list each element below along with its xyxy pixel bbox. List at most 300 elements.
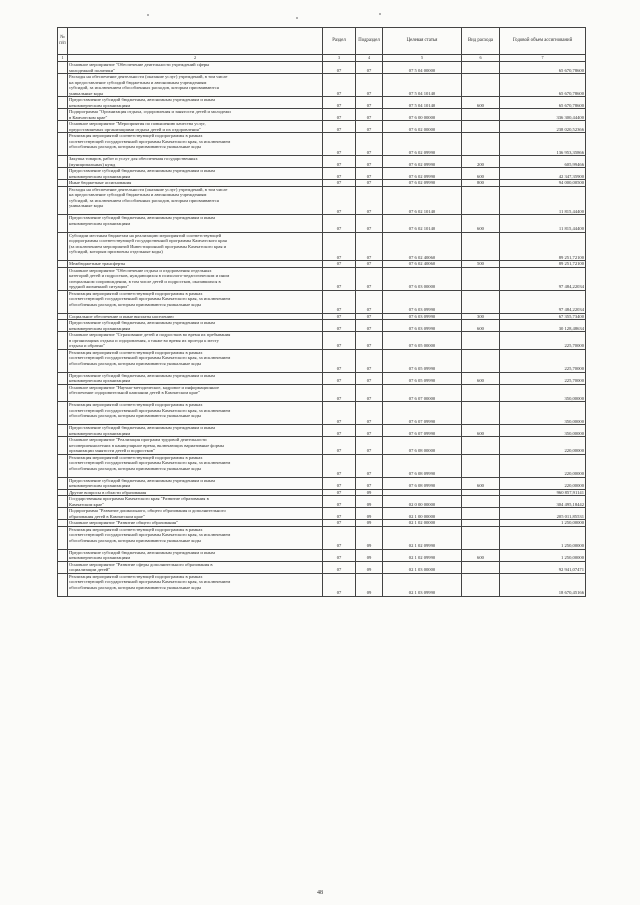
column-number-row xyxy=(58,55,586,62)
row-name-line: Предоставление субсидий бюджетным, автономным учреждениям и иным xyxy=(69,549,215,555)
row-razdel-cell: 07 xyxy=(323,215,356,233)
row-number-cell xyxy=(58,62,68,74)
row-name-line: некоммерческим организациям xyxy=(69,220,131,226)
row-amount-cell: 225,70000 xyxy=(500,349,586,372)
row-amount-cell: 225,70000 xyxy=(500,372,586,384)
table-row xyxy=(58,156,586,168)
row-podrazdel-cell: 07 xyxy=(356,402,383,425)
row-name-line: подпрограммы соответствующей государственной программы Камчатского края xyxy=(69,238,227,243)
column-number: 5 xyxy=(383,55,462,62)
row-csr-cell: 07 6 03 09990 xyxy=(383,313,462,320)
row-name-line: некоммерческим организациям xyxy=(69,430,131,436)
row-name-cell xyxy=(68,320,323,332)
row-podrazdel-cell: 07 xyxy=(356,156,383,168)
row-razdel-cell: 07 xyxy=(323,133,356,156)
row-number-cell xyxy=(58,215,68,233)
row-vr-cell xyxy=(462,526,500,549)
row-razdel-cell: 07 xyxy=(323,313,356,320)
table-row xyxy=(58,573,586,596)
row-podrazdel-cell: 07 xyxy=(356,74,383,97)
column-number: 6 xyxy=(462,55,500,62)
row-number-cell xyxy=(58,133,68,156)
row-podrazdel-cell: 07 xyxy=(356,215,383,233)
row-podrazdel-cell: 07 xyxy=(356,313,383,320)
row-name-line xyxy=(69,396,321,402)
row-amount-cell: 97 484,22034 xyxy=(500,267,586,290)
table-row xyxy=(58,320,586,332)
table-row xyxy=(58,526,586,549)
row-name-line: предоставляемых организациями отдыха детей и их оздоровления" xyxy=(69,126,201,132)
row-podrazdel-cell: 07 xyxy=(356,180,383,187)
row-csr-cell: 07 6 02 09990 xyxy=(383,180,462,187)
row-razdel-cell: 07 xyxy=(323,561,356,573)
row-name-cell xyxy=(68,384,323,402)
row-number-cell xyxy=(58,232,68,261)
row-name-line: Основное мероприятие "Обеспечение деятельности учреждений сферы xyxy=(69,62,210,67)
row-name-line: уникальные коды xyxy=(69,90,104,96)
row-name-cell xyxy=(68,477,323,489)
row-amount-cell: 1 250,00000 xyxy=(500,549,586,561)
header-amount: Годовой объем ассигнований xyxy=(500,28,586,55)
row-razdel-cell: 07 xyxy=(323,290,356,313)
row-podrazdel-cell: 07 xyxy=(356,477,383,489)
row-amount-cell: 605,99466 xyxy=(500,156,586,168)
row-name-line: Реализация мероприятий соответствующей подпрограммы в рамках xyxy=(69,402,203,407)
row-razdel-cell: 07 xyxy=(323,372,356,384)
row-csr-cell: 02 1 02 00000 xyxy=(383,520,462,527)
row-name-line: Основное мероприятие "Реализация программ трудовой деятельности xyxy=(69,437,207,442)
row-razdel-cell: 07 xyxy=(323,384,356,402)
row-amount-cell: 42 347,35900 xyxy=(500,168,586,180)
row-name-cell xyxy=(68,74,323,97)
scan-speck xyxy=(379,13,381,15)
row-name-line: Государственная программа Камчатского края "Развитие образования в xyxy=(69,496,209,501)
row-amount-cell: 220,00000 xyxy=(500,454,586,477)
row-name-line: обособленных расходов, которым присваиваются уникальные коды xyxy=(69,537,201,543)
row-amount-cell: 97 484,22034 xyxy=(500,290,586,313)
row-name-line xyxy=(69,150,321,156)
row-razdel-cell: 07 xyxy=(323,232,356,261)
row-name-line xyxy=(69,307,321,313)
row-amount-cell: 89 251,72100 xyxy=(500,261,586,268)
row-podrazdel-cell: 07 xyxy=(356,454,383,477)
row-podrazdel-cell: 07 xyxy=(356,332,383,350)
row-podrazdel-cell: 07 xyxy=(356,267,383,290)
row-number-cell xyxy=(58,402,68,425)
row-vr-cell: 600 xyxy=(462,425,500,437)
row-amount-cell: 94 000,00500 xyxy=(500,180,586,187)
header-row xyxy=(58,28,586,55)
table-row xyxy=(58,477,586,489)
row-name-line: (за исключением мероприятий Инвестиционной программы Камчатского края и xyxy=(69,243,227,249)
row-razdel-cell: 07 xyxy=(323,180,356,187)
table-row xyxy=(58,372,586,384)
row-number-cell xyxy=(58,267,68,290)
row-amount-cell: 30 128,48634 xyxy=(500,320,586,332)
row-name-cell xyxy=(68,437,323,455)
row-csr-cell: 07 6 03 09990 xyxy=(383,320,462,332)
table-row xyxy=(58,332,586,350)
table-row xyxy=(58,454,586,477)
row-amount-cell: 11 815,44400 xyxy=(500,215,586,233)
row-number-cell xyxy=(58,384,68,402)
row-name-line: соответствующей государственной программы Камчатского края, за исключением xyxy=(69,460,231,465)
row-razdel-cell: 07 xyxy=(323,332,356,350)
row-name-line: молодежной политики" xyxy=(69,67,115,73)
row-name-line: Основное мероприятие "Научно-методическое, кадровое и информационное xyxy=(69,384,220,390)
row-name-cell xyxy=(68,232,323,261)
table-row xyxy=(58,133,586,156)
row-podrazdel-cell: 09 xyxy=(356,489,383,496)
row-name-line: Реализация мероприятий соответствующей подпрограммы в рамках xyxy=(69,349,203,355)
row-vr-cell xyxy=(462,349,500,372)
row-csr-cell: 02 1 02 09990 xyxy=(383,526,462,549)
row-csr-cell: 02 1 00 00000 xyxy=(383,508,462,520)
row-csr-cell: 07 6 03 00000 xyxy=(383,267,462,290)
row-vr-cell xyxy=(462,121,500,133)
table-row xyxy=(58,74,586,97)
row-podrazdel-cell: 09 xyxy=(356,573,383,596)
row-vr-cell xyxy=(462,454,500,477)
row-name-cell xyxy=(68,121,323,133)
row-number-cell xyxy=(58,97,68,109)
row-name-cell xyxy=(68,372,323,384)
row-name-cell xyxy=(68,526,323,549)
row-name-line xyxy=(69,471,321,477)
row-razdel-cell: 07 xyxy=(323,168,356,180)
row-razdel-cell: 07 xyxy=(323,454,356,477)
row-csr-cell: 07 6 02 09990 xyxy=(383,168,462,180)
row-name-line: соответствующей государственной программы Камчатского края, за исключением xyxy=(69,355,231,360)
row-name-line: Предоставление субсидий бюджетным, автономным учреждениям и иным xyxy=(69,215,215,220)
row-name-line: обособленных расходов, которым присваиваются уникальные коды xyxy=(69,301,201,307)
row-name-line: Основное мероприятие "Развитие общего образования" xyxy=(69,520,178,525)
row-name-line: Социальное обеспечение и иные выплаты населению xyxy=(69,313,174,319)
row-name-line: трудной жизненной ситуации" xyxy=(69,284,129,289)
row-name-line: некоммерческим организациям xyxy=(69,483,131,488)
row-vr-cell: 600 xyxy=(462,168,500,180)
row-name-line: в организациях отдыха и оздоровления, а также во время их проезда к месту xyxy=(69,337,219,343)
row-name-line xyxy=(69,419,321,425)
row-name-line: уникальные коды xyxy=(69,203,104,208)
row-number-cell xyxy=(58,186,68,215)
row-name-cell xyxy=(68,508,323,520)
row-csr-cell: 02 1 03 00000 xyxy=(383,561,462,573)
row-vr-cell xyxy=(462,573,500,596)
table-row xyxy=(58,402,586,425)
row-name-cell xyxy=(68,489,323,496)
row-name-cell xyxy=(68,133,323,156)
row-name-line: некоммерческим организациям xyxy=(69,102,131,108)
row-name-line: специальном сопровождении, в том числе детей и подростков, оказавшихся в xyxy=(69,278,221,284)
row-name-line: соответствующей государственной программы Камчатского края, за исключением xyxy=(69,532,231,537)
row-podrazdel-cell: 07 xyxy=(356,97,383,109)
row-amount-cell: 225,70000 xyxy=(500,332,586,350)
row-amount-cell: 960 857,91141 xyxy=(500,489,586,496)
row-csr-cell: 07 6 02 09990 xyxy=(383,156,462,168)
table-row xyxy=(58,549,586,561)
row-number-cell xyxy=(58,477,68,489)
row-razdel-cell: 07 xyxy=(323,520,356,527)
table-row xyxy=(58,561,586,573)
row-amount-cell: 11 815,44400 xyxy=(500,186,586,215)
row-csr-cell: 07 6 02 40060 xyxy=(383,232,462,261)
row-csr-cell: 02 1 03 09990 xyxy=(383,573,462,596)
row-razdel-cell: 07 xyxy=(323,320,356,332)
row-podrazdel-cell: 07 xyxy=(356,109,383,121)
row-podrazdel-cell: 07 xyxy=(356,320,383,332)
row-name-line: обособленных расходов, которым присваиваются уникальные коды xyxy=(69,413,201,418)
row-csr-cell: 07 5 04 10140 xyxy=(383,97,462,109)
row-podrazdel-cell: 07 xyxy=(356,121,383,133)
row-name-line xyxy=(69,366,321,372)
table-body xyxy=(58,62,586,597)
row-csr-cell: 07 6 05 00000 xyxy=(383,332,462,350)
row-vr-cell xyxy=(462,508,500,520)
row-name-cell xyxy=(68,402,323,425)
row-amount-cell: 89 251,72100 xyxy=(500,232,586,261)
row-name-line: Реализация мероприятий соответствующей подпрограммы в рамках xyxy=(69,454,203,460)
row-razdel-cell: 07 xyxy=(323,267,356,290)
row-csr-cell: 02 1 02 09990 xyxy=(383,549,462,561)
row-name-cell xyxy=(68,180,323,187)
row-name-line: обособленных расходов, которым присваиваются уникальные коды xyxy=(69,584,201,590)
row-csr-cell: 07 6 02 10140 xyxy=(383,215,462,233)
row-name-cell xyxy=(68,97,323,109)
row-podrazdel-cell: 07 xyxy=(356,62,383,74)
row-csr-cell: 07 6 08 09990 xyxy=(383,477,462,489)
row-amount-cell: 205 011,85531 xyxy=(500,508,586,520)
row-number-cell xyxy=(58,290,68,313)
row-name-line: Реализация мероприятий соответствующей подпрограммы в рамках xyxy=(69,290,203,296)
row-name-cell xyxy=(68,62,323,74)
row-name-line: обособленных расходов, которым присваиваются уникальные коды xyxy=(69,465,201,471)
row-name-line: некоммерческим организациям xyxy=(69,325,131,331)
row-name-cell xyxy=(68,186,323,215)
row-csr-cell: 07 6 07 09990 xyxy=(383,402,462,425)
row-vr-cell xyxy=(462,437,500,455)
row-podrazdel-cell: 09 xyxy=(356,561,383,573)
row-vr-cell xyxy=(462,332,500,350)
table-row xyxy=(58,215,586,233)
row-csr-cell: 07 6 08 09990 xyxy=(383,454,462,477)
row-name-line: некоммерческим организациям xyxy=(69,378,131,383)
row-name-line: Субсидии местным бюджетам на реализацию мероприятий соответствующей xyxy=(69,232,222,238)
row-name-line: обособленных расходов, которым присваиваются уникальные коды xyxy=(69,360,201,366)
row-name-line: Основное мероприятие "Развитие сферы дополнительного образования в xyxy=(69,561,213,567)
row-vr-cell xyxy=(462,267,500,290)
row-name-line: Подпрограмма "Развитие дошкольного, общего образования и дополнительного xyxy=(69,508,226,513)
row-razdel-cell: 07 xyxy=(323,573,356,596)
row-vr-cell: 600 xyxy=(462,549,500,561)
row-name-cell xyxy=(68,156,323,168)
row-amount-cell: 336 300,44400 xyxy=(500,109,586,121)
row-name-line: Предоставление субсидий бюджетным, автономным учреждениям и иным xyxy=(69,425,215,430)
row-vr-cell xyxy=(462,290,500,313)
row-razdel-cell: 07 xyxy=(323,62,356,74)
row-amount-cell: 1 250,00000 xyxy=(500,526,586,549)
scan-speck xyxy=(147,14,149,16)
row-number-cell xyxy=(58,549,68,561)
row-podrazdel-cell: 07 xyxy=(356,133,383,156)
row-podrazdel-cell: 09 xyxy=(356,549,383,561)
row-amount-cell: 350,00000 xyxy=(500,384,586,402)
table-row xyxy=(58,267,586,290)
row-name-line: Предоставление субсидий бюджетным, автономным учреждениям и иным xyxy=(69,372,215,378)
row-amount-cell: 136 953,35866 xyxy=(500,133,586,156)
row-name-line: категорий детей и подростков, нуждающихся в психолого-педагогическом и ином xyxy=(69,273,230,278)
row-vr-cell: 200 xyxy=(462,156,500,168)
row-name-line: субсидий, которым присвоены отдельные коды) xyxy=(69,249,163,254)
row-name-line: социализации детей" xyxy=(69,567,111,572)
header-vr: Вид расхода xyxy=(462,28,500,55)
row-amount-cell: 304 495,18442 xyxy=(500,496,586,508)
row-number-cell xyxy=(58,349,68,372)
row-name-cell xyxy=(68,425,323,437)
row-name-cell xyxy=(68,290,323,313)
row-name-line: субсидий, за исключением обособленных расходов, которым присваиваются xyxy=(69,197,219,203)
row-name-line: (муниципальных) нужд xyxy=(69,161,116,167)
row-amount-cell: 92 941,07471 xyxy=(500,561,586,573)
budget-table xyxy=(57,27,586,597)
row-vr-cell xyxy=(462,496,500,508)
row-name-line: Другие вопросы в области образования xyxy=(69,489,147,495)
row-podrazdel-cell: 07 xyxy=(356,437,383,455)
row-number-cell xyxy=(58,121,68,133)
row-name-line: соответствующей государственной программы Камчатского края, за исключением xyxy=(69,138,231,144)
row-amount-cell: 1 250,00000 xyxy=(500,520,586,527)
row-podrazdel-cell: 09 xyxy=(356,520,383,527)
row-podrazdel-cell: 07 xyxy=(356,261,383,268)
table-row xyxy=(58,290,586,313)
row-name-cell xyxy=(68,332,323,350)
row-number-cell xyxy=(58,526,68,549)
row-name-line: Реализация мероприятий соответствующей подпрограммы в рамках xyxy=(69,133,203,138)
row-csr-cell: 07 6 07 00000 xyxy=(383,384,462,402)
table-row xyxy=(58,168,586,180)
row-name-line: на предоставление субсидий бюджетным и автономным учреждениям xyxy=(69,192,207,197)
row-vr-cell xyxy=(462,109,500,121)
row-vr-cell xyxy=(462,402,500,425)
row-csr-cell: 07 6 05 09990 xyxy=(383,349,462,372)
row-number-cell xyxy=(58,437,68,455)
row-amount-cell: 65 670,78600 xyxy=(500,97,586,109)
row-name-cell xyxy=(68,168,323,180)
row-razdel-cell: 07 xyxy=(323,261,356,268)
row-podrazdel-cell: 07 xyxy=(356,168,383,180)
header-csr: Целевая статья xyxy=(383,28,462,55)
row-podrazdel-cell: 09 xyxy=(356,526,383,549)
row-name-line: Предоставление субсидий бюджетным, автономным учреждениям и иным xyxy=(69,97,215,102)
row-name-line: соответствующей государственной программы Камчатского края, за исключением xyxy=(69,579,231,584)
row-name-line: Предоставление субсидий бюджетным, автономным учреждениям и иным xyxy=(69,477,215,483)
row-razdel-cell: 07 xyxy=(323,425,356,437)
row-podrazdel-cell: 07 xyxy=(356,232,383,261)
row-name-line: Иные бюджетные ассигнования xyxy=(69,180,132,185)
row-name-cell xyxy=(68,573,323,596)
row-name-cell xyxy=(68,109,323,121)
row-name-cell xyxy=(68,261,323,268)
row-name-line: некоммерческим организациям xyxy=(69,555,131,560)
row-podrazdel-cell: 09 xyxy=(356,508,383,520)
row-name-line: Основное мероприятие "Страхование детей и подростков во время их пребывания xyxy=(69,332,231,337)
header-name xyxy=(68,28,323,55)
row-amount-cell: 220,00000 xyxy=(500,477,586,489)
row-name-line: Основное мероприятие "Мероприятия по повышению качества услуг, xyxy=(69,121,206,126)
row-amount-cell: 18 670,45166 xyxy=(500,573,586,596)
row-razdel-cell: 07 xyxy=(323,549,356,561)
row-podrazdel-cell: 07 xyxy=(356,290,383,313)
row-razdel-cell: 07 xyxy=(323,156,356,168)
row-csr-cell: 07 6 02 09990 xyxy=(383,133,462,156)
row-vr-cell xyxy=(462,186,500,215)
row-name-line: Реализация мероприятий соответствующей подпрограммы в рамках xyxy=(69,573,203,579)
row-razdel-cell: 07 xyxy=(323,109,356,121)
row-podrazdel-cell: 07 xyxy=(356,349,383,372)
row-vr-cell: 800 xyxy=(462,180,500,187)
row-number-cell xyxy=(58,496,68,508)
row-amount-cell: 65 670,78600 xyxy=(500,74,586,97)
column-number: 1 xyxy=(58,55,68,62)
row-amount-cell: 238 020,52366 xyxy=(500,121,586,133)
row-vr-cell xyxy=(462,62,500,74)
row-name-cell xyxy=(68,561,323,573)
row-name-cell xyxy=(68,549,323,561)
row-razdel-cell: 07 xyxy=(323,526,356,549)
row-name-line xyxy=(69,209,321,215)
row-csr-cell: 07 6 00 00000 xyxy=(383,109,462,121)
row-number-cell xyxy=(58,320,68,332)
row-name-line: организации занятости детей и подростков" xyxy=(69,448,155,453)
column-number: 4 xyxy=(356,55,383,62)
row-name-line: соответствующей государственной программы Камчатского края, за исключением xyxy=(69,407,231,413)
row-name-line: Основное мероприятие "Обеспечение отдыха и оздоровления отдельных xyxy=(69,267,212,273)
row-amount-cell: 220,00000 xyxy=(500,437,586,455)
row-csr-cell: 07 6 02 10140 xyxy=(383,186,462,215)
row-name-line: несовершеннолетних в каникулярное время, включающих вариативные формы xyxy=(69,442,224,448)
table-row xyxy=(58,508,586,520)
row-number-cell xyxy=(58,508,68,520)
row-razdel-cell: 07 xyxy=(323,489,356,496)
table-row xyxy=(58,186,586,215)
row-number-cell xyxy=(58,109,68,121)
row-name-line xyxy=(69,255,321,261)
row-name-line: Расходы на обеспечение деятельности (оказание услуг) учреждений, в том числе xyxy=(69,74,228,79)
row-amount-cell: 67 355,73400 xyxy=(500,313,586,320)
header-num: № п/п xyxy=(58,28,68,55)
header-razdel: Раздел xyxy=(323,28,356,55)
row-razdel-cell: 07 xyxy=(323,74,356,97)
row-name-cell xyxy=(68,267,323,290)
table-row xyxy=(58,232,586,261)
row-amount-cell: 350,00000 xyxy=(500,425,586,437)
page-number: 48 xyxy=(317,890,323,896)
scan-speck xyxy=(296,17,298,19)
row-vr-cell xyxy=(462,232,500,261)
column-number: 7 xyxy=(500,55,586,62)
row-vr-cell xyxy=(462,133,500,156)
row-name-line: Камчатском крае" xyxy=(69,501,105,507)
table-row xyxy=(58,121,586,133)
row-name-cell xyxy=(68,313,323,320)
table-row xyxy=(58,384,586,402)
row-podrazdel-cell: 07 xyxy=(356,186,383,215)
table-row xyxy=(58,437,586,455)
row-amount-cell: 65 670,78600 xyxy=(500,62,586,74)
row-podrazdel-cell: 07 xyxy=(356,384,383,402)
row-number-cell xyxy=(58,332,68,350)
row-name-cell xyxy=(68,349,323,372)
